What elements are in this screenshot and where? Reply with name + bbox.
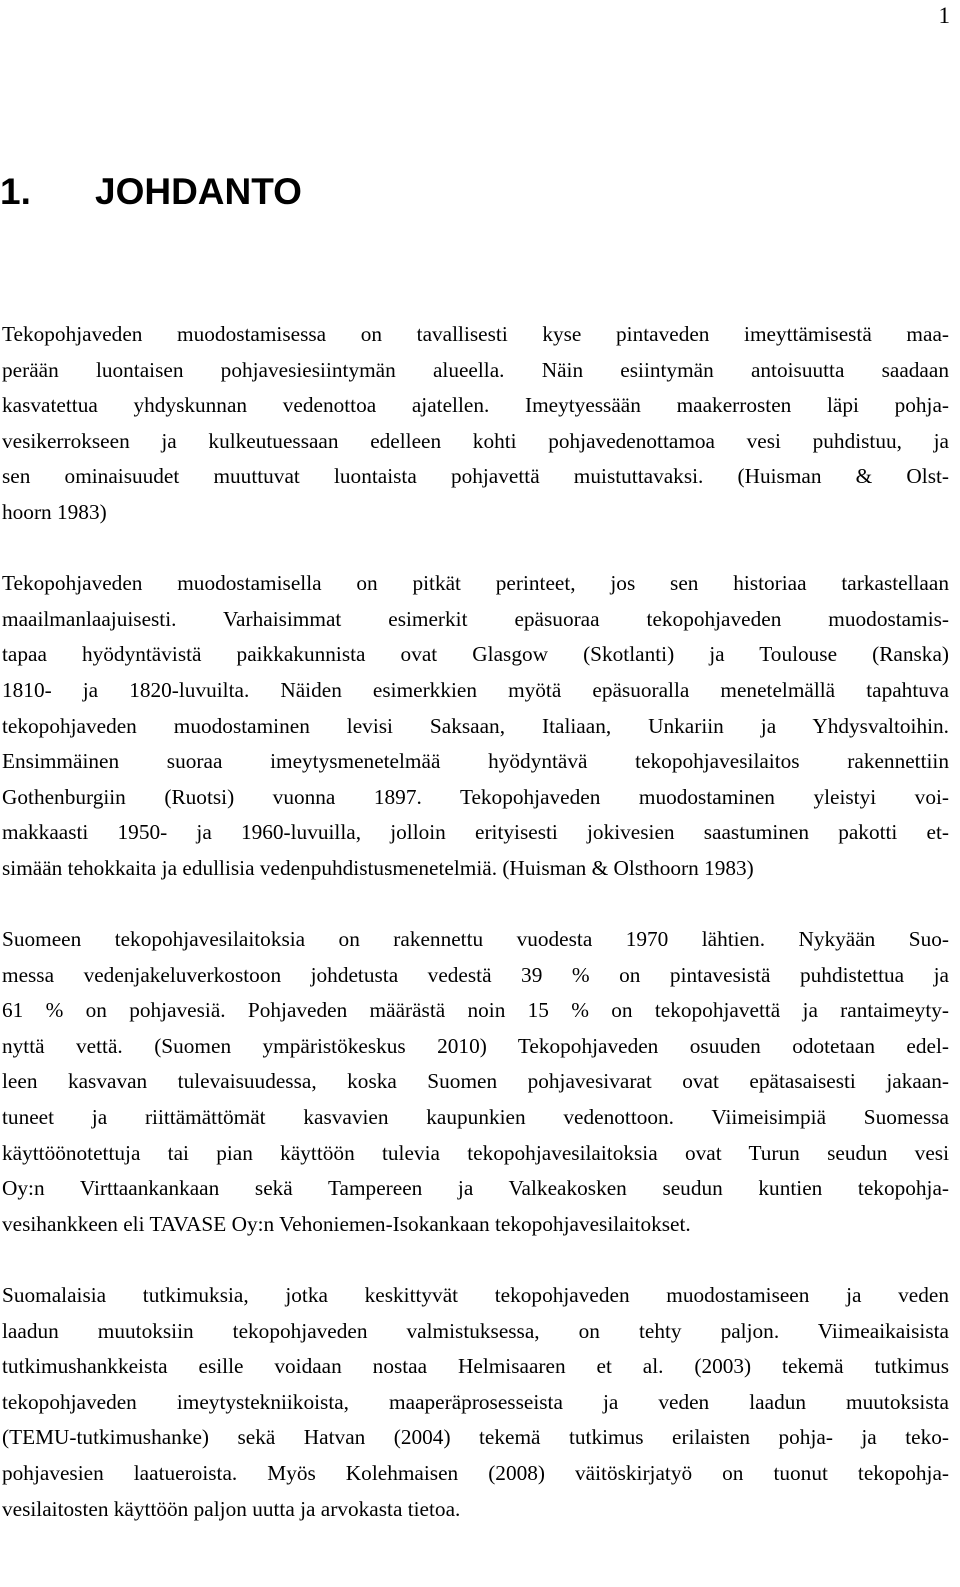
text-line: leen kasvavan tulevaisuudessa, koska Suomen pohjavesivarat ovat epätasaisesti jakaan- (2, 1069, 949, 1094)
text-line: Tekopohjaveden muodostamisessa on tavallisesti kyse pintaveden imeyttämisestä maa- (2, 322, 949, 346)
text-line: Suomalaisia tutkimuksia, jotka keskittyvät tekopohjaveden muodostamiseen ja veden (2, 1283, 949, 1308)
text-line: simään tehokkaita ja edullisia vedenpuhdistusmenetelmiä. (Huisman & Olsthoorn 1983) (2, 855, 754, 880)
text-line: Gothenburgiin (Ruotsi) vuonna 1897. Tekopohjaveden muodostaminen yleistyi voi- (2, 784, 949, 809)
text-line: tekopohjaveden muodostaminen levisi Saksaan, Italiaan, Unkariin ja Yhdysvaltoihin. (2, 713, 949, 738)
text-line: Suomeen tekopohjavesilaitoksia on rakennettu vuodesta 1970 lähtien. Nykyään Suo- (2, 927, 949, 952)
paragraph (2, 1278, 949, 1527)
text-line: Tekopohjaveden muodostamisella on pitkät perinteet, jos sen historiaa tarkastellaan (2, 571, 949, 596)
section-heading (0, 170, 302, 214)
text-line: laadun muutoksiin tekopohjaveden valmistuksessa, on tehty paljon. Viimeaikaisista (2, 1318, 949, 1343)
text-line: vesilaitosten käyttöön paljon uutta ja arvokasta tietoa. (2, 1496, 461, 1521)
text-line: messa vedenjakeluverkostoon johdetusta vedestä 39 % on pintavesistä puhdistettua ja (2, 962, 949, 987)
text-line: Oy:n Virttaankankaan sekä Tampereen ja Valkeakosken seudun kuntien tekopohja- (2, 1176, 949, 1201)
paragraph (2, 566, 949, 886)
text-line: 1810- ja 1820-luvuilta. Näiden esimerkkien myötä epäsuoralla menetelmällä tapahtuva (2, 677, 949, 702)
paragraph (2, 922, 949, 1242)
text-line: tapaa hyödyntävistä paikkakunnista ovat Glasgow (Skotlanti) ja Toulouse (Ranska) (2, 642, 949, 667)
section-title: JOHDANTO (95, 171, 302, 212)
text-line: sen ominaisuudet muuttuvat luontaista pohjavettä muistuttavaksi. (Huisman & Olst- (2, 464, 949, 489)
text-line: vesihankkeen eli TAVASE Oy:n Vehoniemen-Isokankaan tekopohjavesilaitokset. (2, 1211, 691, 1236)
text-line: 61 % on pohjavesiä. Pohjaveden määrästä noin 15 % on tekopohjavettä ja rantaimeyty- (2, 998, 949, 1023)
text-line: vesikerrokseen ja kulkeutuessaan edelleen kohti pohjavedenottamoa vesi puhdistuu, ja (2, 428, 949, 453)
text-line: tutkimushankkeista esille voidaan nostaa Helmisaaren et al. (2003) tekemä tutkimus (2, 1354, 949, 1379)
text-line: nyttä vettä. (Suomen ympäristökeskus 2010) Tekopohjaveden osuuden odotetaan edel- (2, 1033, 949, 1058)
text-line: käyttöönotettuja tai pian käyttöön tulevia tekopohjavesilaitoksia ovat Turun seudun vesi (2, 1140, 949, 1165)
body-text (2, 317, 949, 1527)
text-line: tekopohjaveden imeytystekniikoista, maaperäprosesseista ja veden laadun muutoksista (2, 1389, 949, 1414)
text-line: kasvatettua yhdyskunnan vedenottoa ajatellen. Imeytyessään maakerrosten läpi pohja- (2, 393, 949, 418)
text-line: tuneet ja riittämättömät kasvavien kaupunkien vedenottoon. Viimeisimpiä Suomessa (2, 1105, 949, 1130)
text-line: hoorn 1983) (2, 499, 107, 524)
section-number: 1. (0, 171, 31, 212)
text-line: perään luontaisen pohjavesiesiintymän alueella. Näin esiintymän antoisuutta saadaan (2, 357, 949, 382)
text-line: (TEMU-tutkimushanke) sekä Hatvan (2004) tekemä tutkimus erilaisten pohja- ja teko- (2, 1425, 949, 1450)
text-line: Ensimmäinen suoraa imeytysmenetelmää hyödyntävä tekopohjavesilaitos rakennettiin (2, 749, 949, 774)
page-number: 1 (938, 3, 950, 28)
text-line: makkaasti 1950- ja 1960-luvuilla, jolloin erityisesti jokivesien saastuminen pakotti et- (2, 820, 949, 845)
text-line: pohjavesien laatueroista. Myös Kolehmaisen (2008) väitöskirjatyö on tuonut tekopohja- (2, 1461, 949, 1485)
paragraph (2, 317, 949, 531)
text-line: maailmanlaajuisesti. Varhaisimmat esimerkit epäsuoraa tekopohjaveden muodostamis- (2, 606, 949, 631)
